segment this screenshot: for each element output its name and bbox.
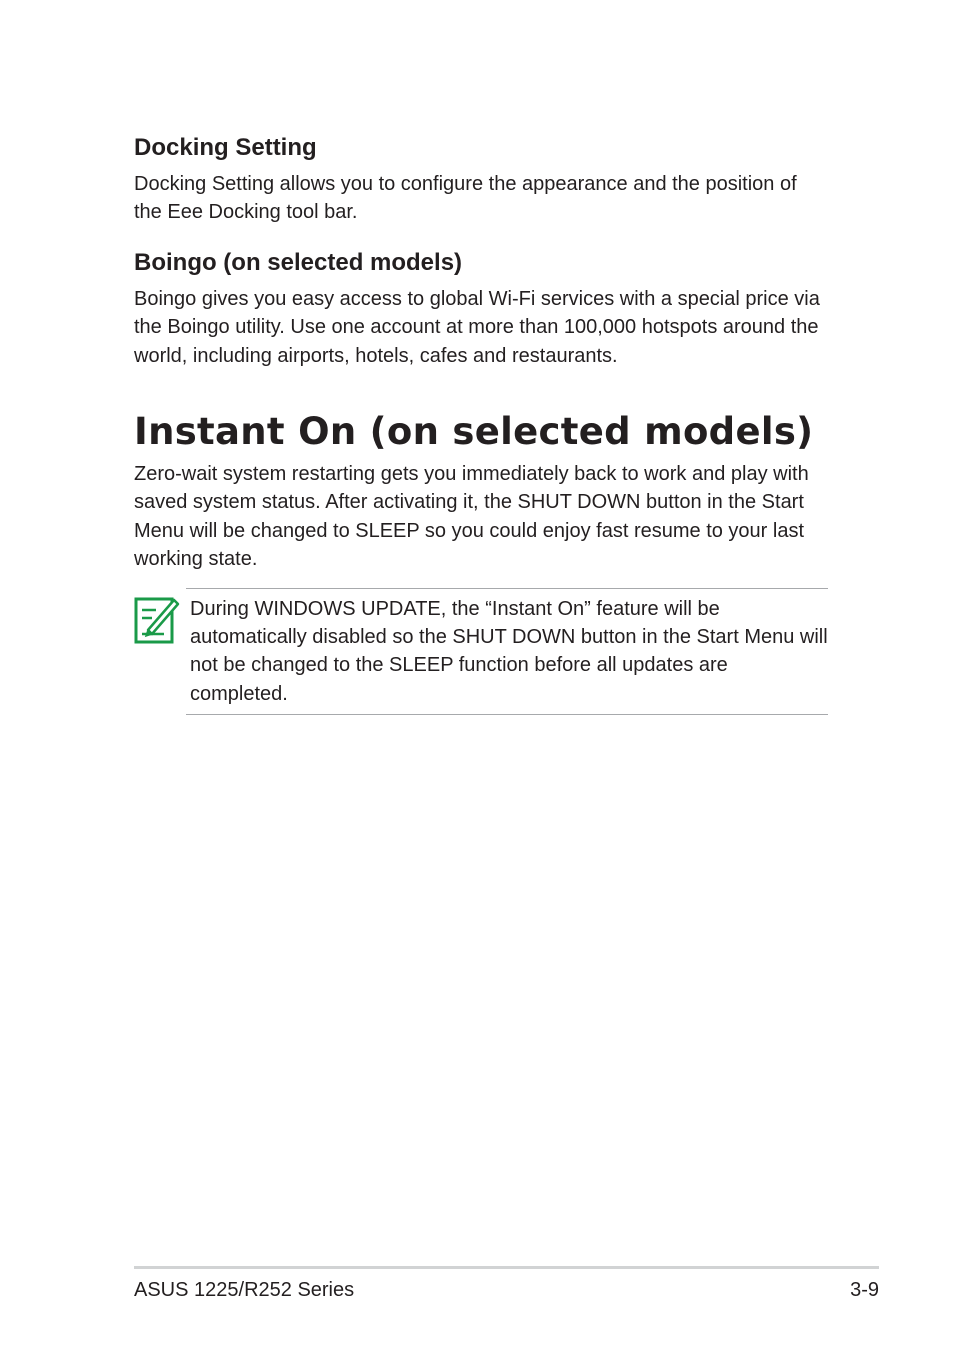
docking-setting-heading: Docking Setting	[134, 134, 317, 161]
page-content	[134, 130, 828, 715]
boingo-heading: Boingo (on selected models)	[134, 248, 463, 276]
section-boingo	[134, 245, 828, 370]
note-box	[134, 588, 828, 716]
boingo-body: Boingo gives you easy access to global Wi-Fi services with a special price via the Boingo utility. Use one account at more than 100,000 hotspots around the world, including airports, hotels, cafes and restaurants.	[134, 287, 820, 367]
page-footer	[134, 1266, 879, 1301]
note-body	[186, 588, 828, 716]
section-docking-setting	[134, 130, 828, 227]
docking-setting-body: Docking Setting allows you to configure the appearance and the position of the Eee Docking tool bar.	[134, 173, 797, 224]
footer-page-number: 3-9	[850, 1279, 879, 1301]
instant-on-heading: Instant On (on selected models)	[134, 410, 814, 454]
footer-product-name: ASUS 1225/R252 Series	[134, 1279, 355, 1301]
note-text: During WINDOWS UPDATE, the “Instant On” feature will be automatically disabled so the SHUT DOWN button in the Start Menu will not be changed to the SLEEP function before all updates are completed.	[190, 597, 828, 705]
section-instant-on	[134, 410, 828, 574]
note-pencil-icon	[134, 594, 180, 646]
instant-on-body: Zero-wait system restarting gets you immediately back to work and play with saved system status. After activating it, the SHUT DOWN button in the Start Menu will be changed to SLEEP so you could enjoy fast resume to your last working state.	[134, 463, 809, 571]
